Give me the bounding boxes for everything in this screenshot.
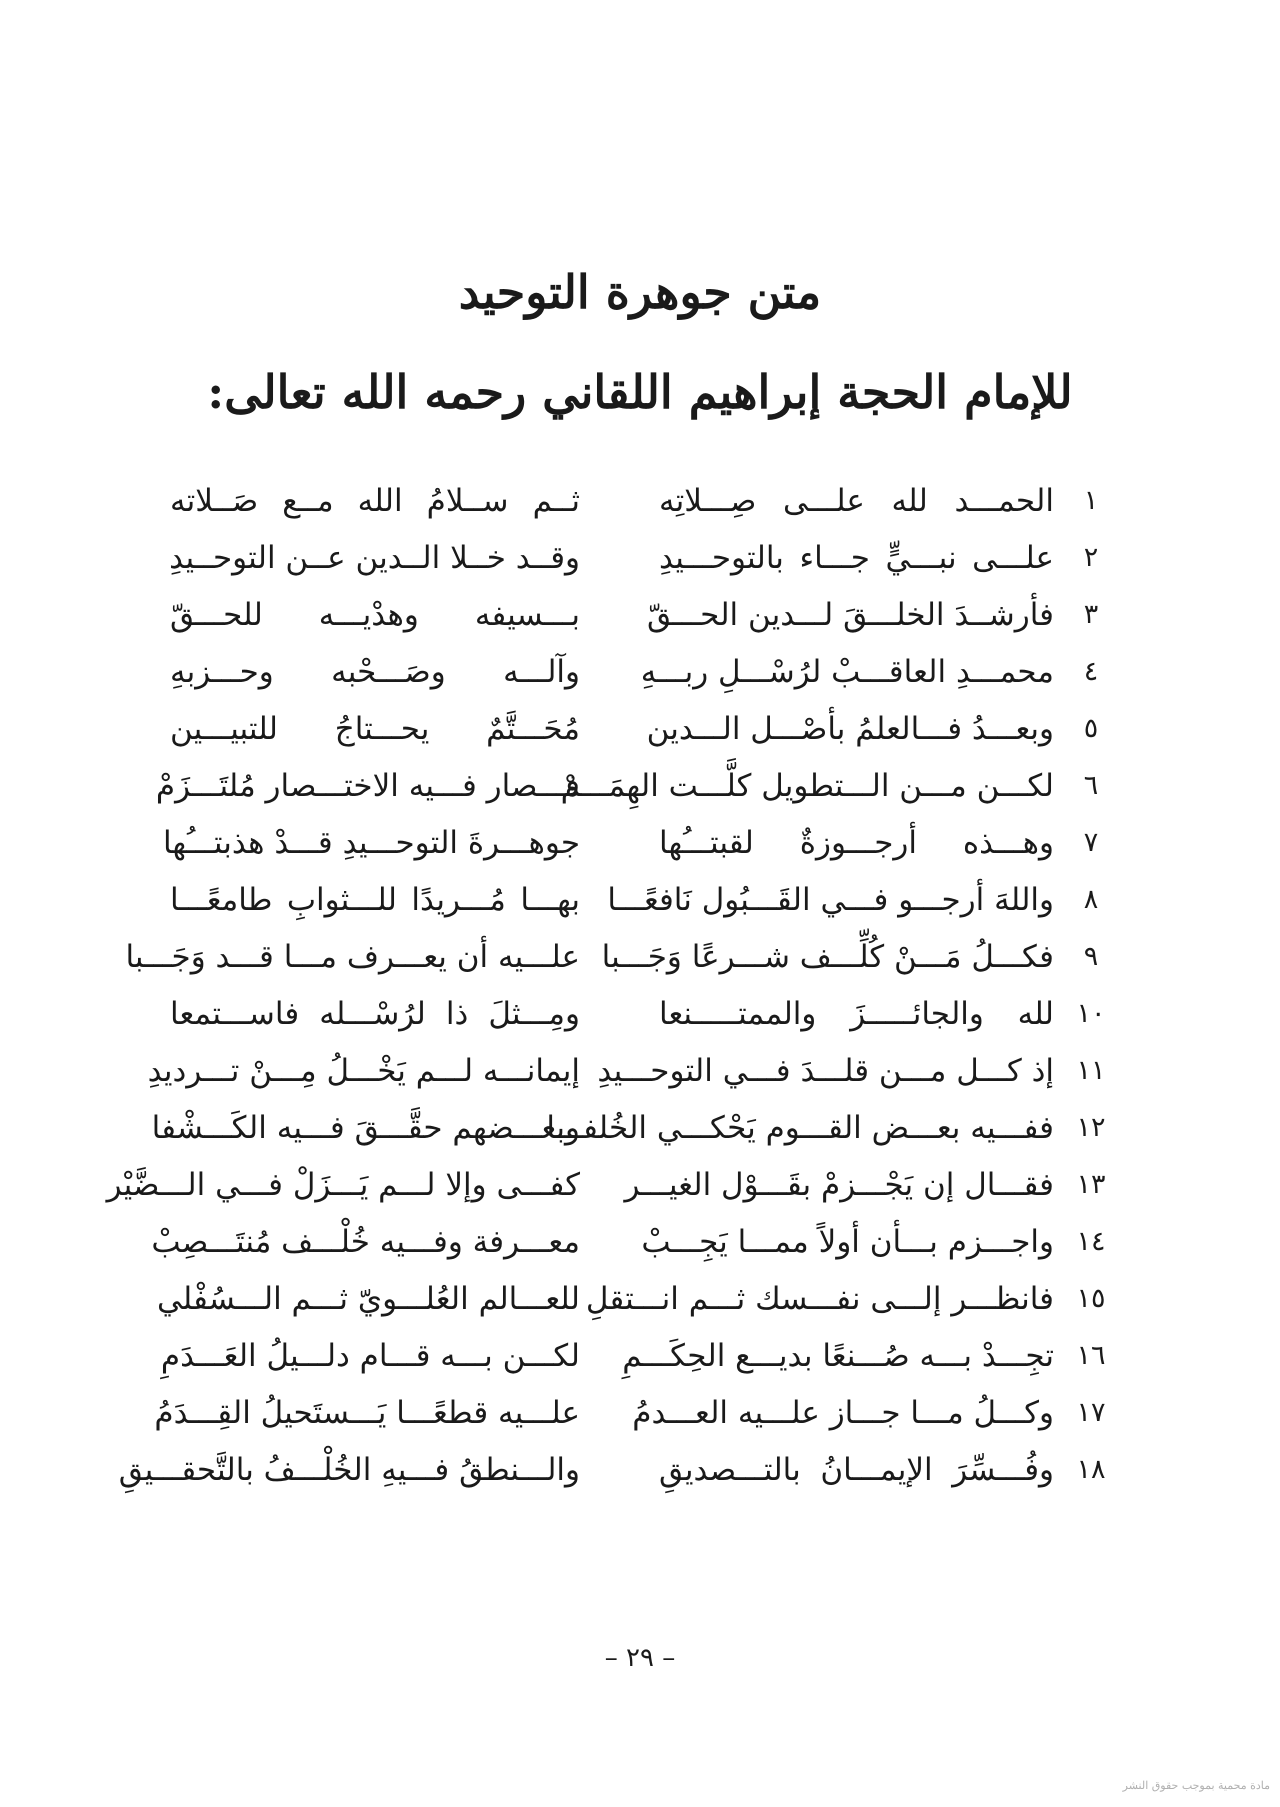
verse-number: ٧ <box>1083 827 1099 858</box>
verse-first-hemistich: لكـــن مـــن الـــتطويل كلَّـــت الهِمَـــمْ <box>560 768 1054 804</box>
verse-first-hemistich: فقـــال إن يَجْـــزمْ بقَـــوْل الغيـــر <box>624 1167 1054 1203</box>
verse-row <box>0 584 1280 646</box>
verse-row <box>0 755 1280 817</box>
verse-number: ١٦ <box>1076 1340 1106 1371</box>
verse-first-hemistich: فانظـــر إلـــى نفـــسك ثـــم انـــتقلِ <box>585 1281 1054 1317</box>
verse-number: ١٧ <box>1076 1397 1106 1428</box>
verse-first-hemistich: واللهَ أرجـــو فـــي القَـــبُول نَافعًـــا <box>607 882 1054 918</box>
copyright-watermark: مادة محمية بموجب حقوق النشر <box>1122 1779 1270 1792</box>
verse-number: ٢ <box>1083 542 1099 573</box>
verse-second-hemistich: علـــيه قطعًـــا يَـــستَحيلُ القِـــدَمُ <box>154 1395 580 1431</box>
verse-first-hemistich: ففـــيه بعـــض القـــوم يَحْكـــي الخُلفـــا <box>546 1110 1054 1146</box>
verse-row <box>0 869 1280 931</box>
verse-second-hemistich: إيمانـــه لـــم يَخْـــلُ مِـــنْ تـــرديدِ <box>147 1053 580 1089</box>
verse-first-hemistich: علـــى نبـــيٍّ جـــاء بالتوحـــيدِ <box>659 540 1054 576</box>
verse-second-hemistich: جوهـــرةَ التوحـــيدِ قـــدْ هذبتـــُها <box>162 825 580 861</box>
verse-number: ٣ <box>1083 599 1099 630</box>
verse-row <box>0 1382 1280 1444</box>
verse-second-hemistich: للعـــالم العُلـــويّ ثـــم الـــسُفْلي <box>156 1281 580 1317</box>
verse-second-hemistich: مُحَـــتَّمٌ يحـــتاجُ للتبيـــين <box>170 711 580 747</box>
verse-second-hemistich: كفـــى وإلا لـــم يَـــزَلْ فـــي الـــضَّيْر <box>106 1167 580 1203</box>
verse-second-hemistich: ثــم ســلامُ الله مــع صَــلاته <box>170 483 580 519</box>
verse-row <box>0 1325 1280 1387</box>
verse-second-hemistich: فـــصار فـــيه الاختـــصار مُلتَـــزَمْ <box>155 768 580 804</box>
verse-first-hemistich: محمـــدِ العاقـــبْ لرُسْـــلِ ربـــهِ <box>640 654 1054 690</box>
verse-number: ١١ <box>1076 1055 1106 1086</box>
verse-number: ١٤ <box>1076 1226 1106 1257</box>
verse-first-hemistich: إذ كـــل مـــن قلـــدَ فـــي التوحـــيدِ <box>597 1053 1054 1089</box>
verse-row <box>0 812 1280 874</box>
verse-number: ١ <box>1083 485 1099 516</box>
verse-second-hemistich: وآلـــه وصَـــحْبه وحـــزبهِ <box>170 654 580 690</box>
verse-second-hemistich: معـــرفة وفـــيه خُلْـــف مُنتَـــصِبْ <box>151 1224 580 1260</box>
verse-second-hemistich: بهـــا مُـــريدًا للـــثوابِ طامعًـــا <box>170 882 580 918</box>
verse-number: ١٣ <box>1076 1169 1106 1200</box>
verse-first-hemistich: تجِـــدْ بـــه صُـــنعًا بديـــع الحِكَـــمِ <box>622 1338 1054 1374</box>
verse-number: ١٥ <box>1076 1283 1106 1314</box>
verse-number: ٥ <box>1083 713 1099 744</box>
verse-row <box>0 983 1280 1045</box>
verse-number: ٩ <box>1083 941 1099 972</box>
verse-row <box>0 1154 1280 1216</box>
verse-first-hemistich: لله والجائـــــزَ والممتـــــنعا <box>659 996 1054 1032</box>
page-number: – ٢٩ – <box>604 1643 676 1673</box>
verse-first-hemistich: فكـــلُ مَـــنْ كُلِّـــف شـــرعًا وَجَـــبا <box>601 939 1054 975</box>
verse-number: ٤ <box>1083 656 1099 687</box>
verse-first-hemistich: فأرشــدَ الخلـــقَ لـــدين الحـــقّ <box>647 597 1054 633</box>
verse-second-hemistich: والـــنطقُ فـــيهِ الخُلْـــفُ بالتَّحقـــيقِ <box>118 1452 580 1488</box>
verse-number: ٦ <box>1083 770 1099 801</box>
verse-second-hemistich: لكـــن بـــه قـــام دلـــيلُ العَـــدَمِ <box>160 1338 580 1374</box>
verse-first-hemistich: وهـــذه أرجـــوزةٌ لقبتـــُها <box>659 825 1054 861</box>
verse-row <box>0 1439 1280 1501</box>
verse-second-hemistich: وقــد خــلا الــدين عــن التوحــيدِ <box>169 540 580 576</box>
verse-number: ٨ <box>1083 884 1099 915</box>
verse-row <box>0 1097 1280 1159</box>
verse-first-hemistich: وكـــلُ مـــا جـــاز علـــيه العـــدمُ <box>632 1395 1054 1431</box>
verse-second-hemistich: بـــسيفه وهدْيـــه للحـــقّ <box>170 597 580 633</box>
verse-list <box>0 470 1280 1490</box>
verse-number: ١٢ <box>1076 1112 1106 1143</box>
verse-first-hemistich: وفُـــسِّرَ الإيمـــانُ بالتـــصديقِ <box>659 1452 1054 1488</box>
page-subtitle: للإمام الحجة إبراهيم اللقاني رحمه الله تعالى: <box>207 365 1073 419</box>
verse-row <box>0 698 1280 760</box>
page-title: متن جوهرة التوحيد <box>458 265 822 319</box>
verse-first-hemistich: وبعـــدُ فـــالعلمُ بأصْـــل الـــدين <box>646 711 1054 747</box>
verse-number: ١٠ <box>1076 998 1106 1029</box>
verse-first-hemistich: واجـــزم بـــأن أولاً ممـــا يَجِـــبْ <box>641 1224 1054 1260</box>
verse-row <box>0 470 1280 532</box>
verse-row <box>0 926 1280 988</box>
verse-first-hemistich: الحمـــد لله علـــى صِـــلاتِه <box>659 483 1054 519</box>
verse-second-hemistich: ومِـــثلَ ذا لرُسْـــله فاســـتمعا <box>170 996 580 1032</box>
verse-row <box>0 1268 1280 1330</box>
verse-second-hemistich: علـــيه أن يعـــرف مـــا قـــد وَجَـــبا <box>125 939 580 975</box>
verse-second-hemistich: وبعـــضهم حقَّـــقَ فـــيه الكَـــشْفا <box>151 1110 580 1146</box>
verse-row <box>0 1040 1280 1102</box>
verse-row <box>0 1211 1280 1273</box>
verse-number: ١٨ <box>1076 1454 1106 1485</box>
verse-row <box>0 527 1280 589</box>
verse-row <box>0 641 1280 703</box>
